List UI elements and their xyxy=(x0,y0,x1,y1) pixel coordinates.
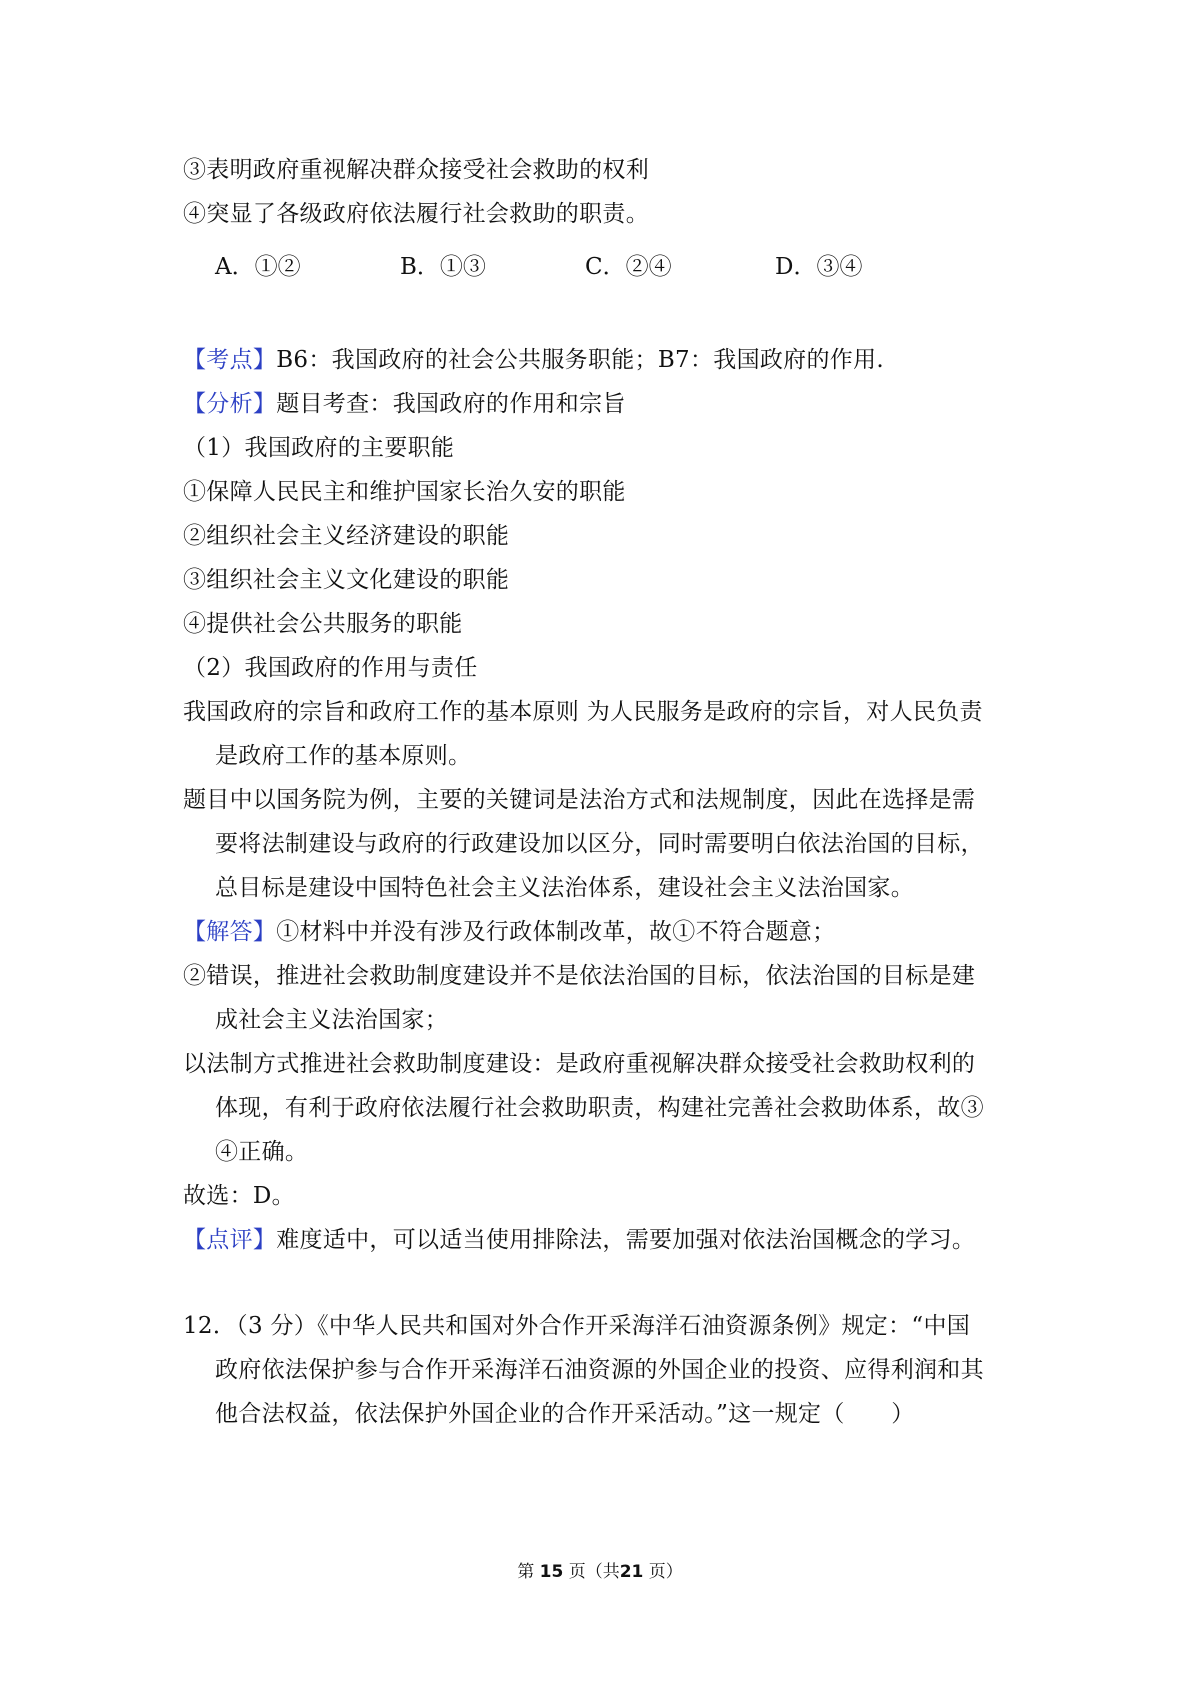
fenxi-line-1: （1）我国政府的主要职能 xyxy=(183,435,455,461)
total-pages: 21 xyxy=(619,1562,644,1582)
kaodian-line xyxy=(183,345,884,375)
kaodian-text: B6：我国政府的社会公共服务职能；B7：我国政府的作用. xyxy=(276,347,884,373)
jieda-line-3: 以法制方式推进社会救助制度建设：是政府重视解决群众接受社会救助权利的 xyxy=(183,1051,976,1077)
fenxi-line xyxy=(183,389,626,419)
jieda-line-4: 体现，有利于政府依法履行社会救助职责，构建社完善社会救助体系，故③ xyxy=(215,1095,984,1121)
jieda-line-5: ④正确。 xyxy=(215,1139,309,1165)
fenxi-text: 题目考查：我国政府的作用和宗旨 xyxy=(276,391,626,417)
dianping-tag: 【点评】 xyxy=(183,1227,277,1253)
dianping-text: 难度适中，可以适当使用排除法，需要加强对依法治国概念的学习。 xyxy=(276,1227,976,1253)
jieda-tag: 【解答】 xyxy=(183,919,277,945)
jieda-line-2: 成社会主义法治国家； xyxy=(215,1007,448,1033)
fenxi-line-7: 我国政府的宗旨和政府工作的基本原则 为人民服务是政府的宗旨，对人民负责 xyxy=(183,699,983,725)
jieda-text: ①材料中并没有涉及行政体制改革，故①不符合题意； xyxy=(276,919,836,945)
fenxi-line-2: ①保障人民民主和维护国家长治久安的职能 xyxy=(183,479,626,505)
fenxi-line-4: ③组织社会主义文化建设的职能 xyxy=(183,567,510,593)
option-b: B．①③ xyxy=(400,254,486,280)
page-footer: 第 15 页（共21 页） xyxy=(517,1562,683,1582)
fenxi-line-6: （2）我国政府的作用与责任 xyxy=(183,655,478,681)
fenxi-line-5: ④提供社会公共服务的职能 xyxy=(183,611,463,637)
option-a: A．①② xyxy=(215,254,301,280)
fenxi-line-10: 要将法制建设与政府的行政建设加以区分，同时需要明白依法治国的目标， xyxy=(215,831,984,857)
statement-3: ③表明政府重视解决群众接受社会救助的权利 xyxy=(183,157,649,183)
statement-4: ④突显了各级政府依法履行社会救助的职责。 xyxy=(183,201,649,227)
fenxi-line-8: 是政府工作的基本原则。 xyxy=(215,743,472,769)
answer-options xyxy=(215,252,975,282)
jieda-line xyxy=(183,917,835,947)
dianping-line xyxy=(183,1225,975,1255)
kaodian-tag: 【考点】 xyxy=(183,347,277,373)
question-12-line-2: 政府依法保护参与合作开采海洋石油资源的外国企业的投资、应得利润和其 xyxy=(215,1357,984,1383)
fenxi-line-11: 总目标是建设中国特色社会主义法治体系，建设社会主义法治国家。 xyxy=(215,875,914,901)
option-c: C．②④ xyxy=(585,254,672,280)
fenxi-tag: 【分析】 xyxy=(183,391,277,417)
jieda-line-1: ②错误，推进社会救助制度建设并不是依法治国的目标，依法治国的目标是建 xyxy=(183,963,976,989)
jieda-line-6: 故选：D。 xyxy=(183,1183,295,1209)
fenxi-line-3: ②组织社会主义经济建设的职能 xyxy=(183,523,510,549)
question-12-line-1: 12．（3 分）《中华人民共和国对外合作开采海洋石油资源条例》规定：“中国 xyxy=(183,1313,971,1339)
option-d: D．③④ xyxy=(775,254,863,280)
fenxi-line-9: 题目中以国务院为例，主要的关键词是法治方式和法规制度，因此在选择是需 xyxy=(183,787,976,813)
page-number: 15 xyxy=(539,1562,564,1582)
question-12-line-3: 他合法权益，依法保护外国企业的合作开采活动。”这一规定（ ） xyxy=(215,1401,915,1427)
